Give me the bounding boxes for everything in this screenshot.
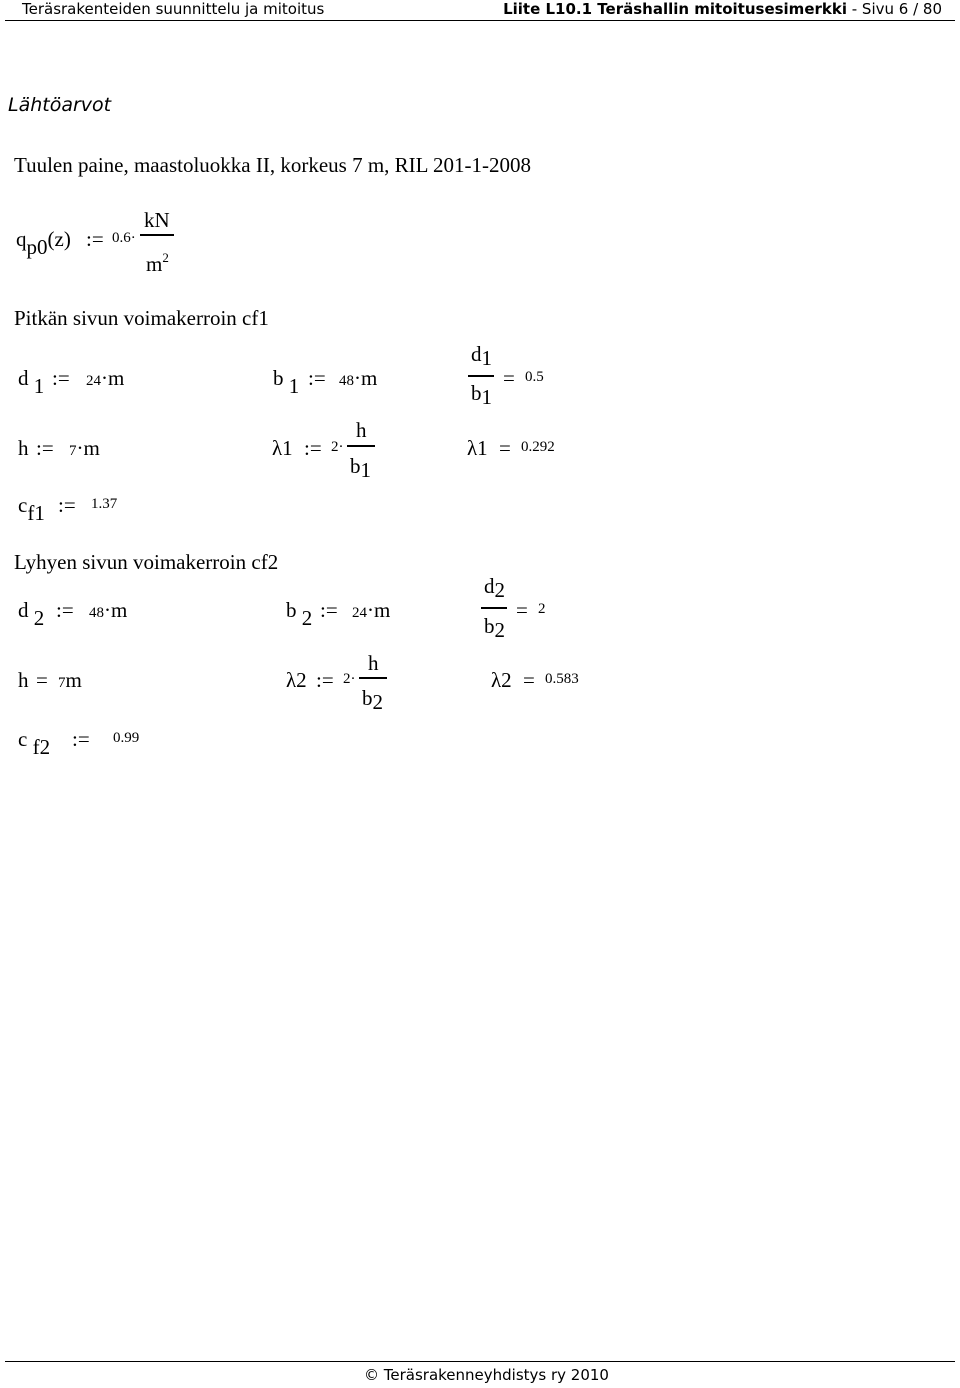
h-symbol: h <box>18 436 29 460</box>
ratio2-numerator: d <box>484 574 495 598</box>
header-document-title: Teräsrakenteiden suunnittelu ja mitoitus <box>22 0 325 18</box>
b2-subscript: 2 <box>301 606 313 630</box>
qp0-assign: := <box>86 227 104 251</box>
qp0-unit-numerator: kN <box>144 208 170 232</box>
lambda2-fraction-bar <box>359 677 387 679</box>
qp0-value: 0.6· <box>112 230 136 246</box>
d2-assign: := <box>56 598 74 622</box>
footer-rule <box>5 1361 955 1362</box>
short-side-title: Lyhyen sivun voimakerroin cf2 <box>14 550 279 574</box>
ratio1-fraction-bar <box>468 375 494 377</box>
d2-value: 48 <box>89 605 104 621</box>
h-value: 7 <box>69 443 77 459</box>
ratio2-equals: = <box>516 598 528 622</box>
cf1-symbol: c <box>18 493 28 517</box>
long-side-title: Pitkän sivun voimakerroin cf1 <box>14 306 269 330</box>
d1-value: 24 <box>86 373 101 389</box>
cf2-symbol: c <box>18 727 28 751</box>
lambda2-factor: 2· <box>343 671 356 687</box>
b2-assign: := <box>320 598 338 622</box>
b2-value: 24 <box>352 605 367 621</box>
ratio1-denominator: b <box>471 381 482 405</box>
d1-unit: ·m <box>101 366 125 390</box>
ratio2-value: 2 <box>538 601 546 617</box>
d1-subscript: 1 <box>33 374 45 398</box>
b1-value: 48 <box>339 373 354 389</box>
ratio2-denominator: b <box>484 614 495 638</box>
lambda1-numerator: h <box>356 418 367 442</box>
lambda2-denominator: b <box>362 686 373 710</box>
lambda2-result-value: 0.583 <box>545 671 579 687</box>
header-rule <box>5 20 955 21</box>
b1-assign: := <box>308 366 326 390</box>
lambda2-assign: := <box>316 668 334 692</box>
qp0-unit-denominator: m <box>146 252 163 276</box>
cf2-assign: := <box>72 727 90 751</box>
lambda1-factor: 2· <box>331 439 344 455</box>
lambda2-symbol: λ2 <box>286 668 307 692</box>
header-appendix-title: Liite L10.1 Teräshallin mitoitusesimerkki <box>503 0 847 18</box>
h2-symbol: h <box>18 668 29 692</box>
h2-equals: = <box>36 668 48 692</box>
ratio1-denominator-subscript: 1 <box>481 385 492 409</box>
lambda2-result-symbol: λ2 <box>491 668 512 692</box>
b1-symbol: b <box>273 366 284 390</box>
d2-unit: ·m <box>104 598 128 622</box>
ratio1-value: 0.5 <box>525 369 544 385</box>
d1-assign: := <box>52 366 70 390</box>
d2-symbol: d <box>18 598 29 622</box>
h2-value: 7 <box>58 675 66 691</box>
b1-unit: ·m <box>354 366 378 390</box>
lambda1-denominator: b <box>350 454 361 478</box>
lambda1-result-value: 0.292 <box>521 439 555 455</box>
cf1-assign: := <box>58 493 76 517</box>
d1-symbol: d <box>18 366 29 390</box>
qp0-subscript: p0 <box>26 235 48 259</box>
h-unit: ·m <box>76 436 100 460</box>
h2-unit: m <box>65 668 82 692</box>
b2-symbol: b <box>286 598 297 622</box>
lambda1-fraction-bar <box>347 445 375 447</box>
lambda1-result-equals: = <box>499 436 511 460</box>
lambda1-symbol: λ1 <box>272 436 293 460</box>
lambda2-result-equals: = <box>523 668 535 692</box>
b1-subscript: 1 <box>288 374 300 398</box>
h-assign: := <box>36 436 54 460</box>
lambda2-numerator: h <box>368 651 379 675</box>
header-page-info <box>503 0 942 18</box>
lambda1-result-symbol: λ1 <box>467 436 488 460</box>
qp0-symbol: q <box>16 227 27 251</box>
qp0-argument: (z) <box>47 227 71 251</box>
b2-unit: ·m <box>367 598 391 622</box>
header-page-number: - Sivu 6 / 80 <box>846 0 942 18</box>
qp0-fraction-bar <box>140 234 174 236</box>
footer-copyright: © Teräsrakenneyhdistys ry 2010 <box>364 1366 609 1384</box>
ratio1-numerator: d <box>471 342 482 366</box>
lambda2-denominator-subscript: 2 <box>372 690 383 714</box>
ratio1-numerator-subscript: 1 <box>481 346 492 370</box>
ratio2-denominator-subscript: 2 <box>494 618 505 642</box>
section-title: Lähtöarvot <box>8 94 112 116</box>
cf2-value: 0.99 <box>113 730 140 746</box>
lambda1-denominator-subscript: 1 <box>360 458 371 482</box>
qp0-unit-exponent: 2 <box>162 250 169 265</box>
ratio2-numerator-subscript: 2 <box>494 578 505 602</box>
ratio2-fraction-bar <box>481 607 507 609</box>
wind-pressure-description: Tuulen paine, maastoluokka II, korkeus 7 m, RIL 201-1-2008 <box>14 153 531 177</box>
lambda1-assign: := <box>304 436 322 460</box>
d2-subscript: 2 <box>33 606 45 630</box>
ratio1-equals: = <box>503 366 515 390</box>
cf1-subscript: f1 <box>27 501 45 525</box>
cf2-subscript: f2 <box>32 735 51 759</box>
cf1-value: 1.37 <box>91 496 118 512</box>
